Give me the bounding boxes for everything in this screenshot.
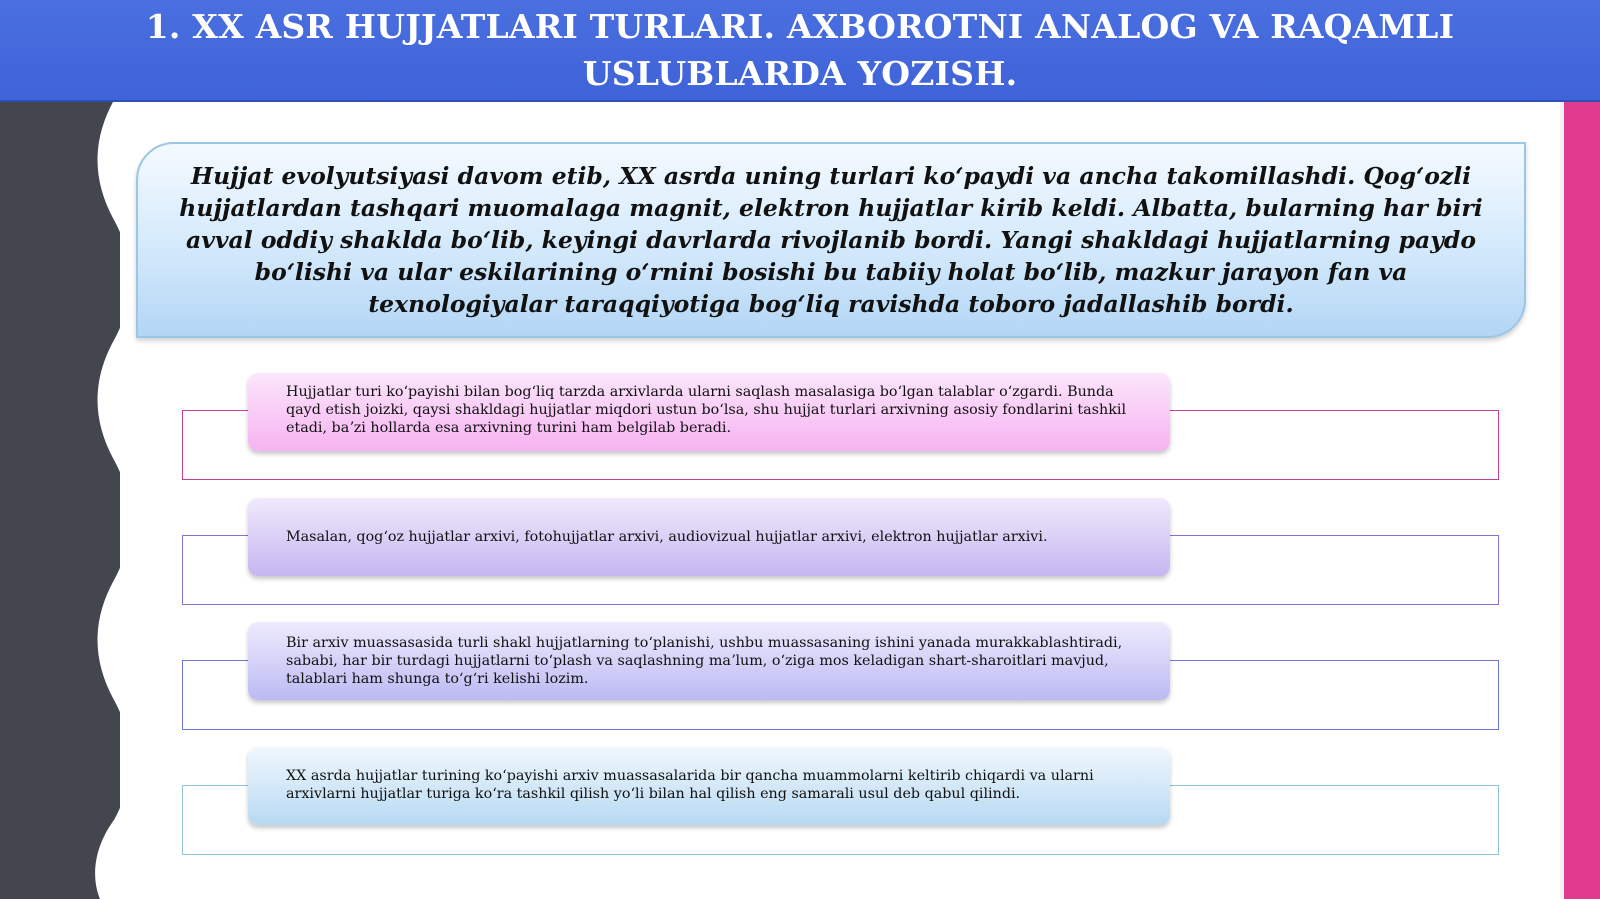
info-card-2 xyxy=(248,498,1170,576)
info-card-4 xyxy=(248,747,1170,825)
info-card-3 xyxy=(248,622,1170,700)
title-bar xyxy=(0,0,1600,102)
info-card-text: XX asrda hujjatlar turining koʻpayishi arxiv muassasalarida bir qancha muammolarni keltirib chiqardi va ularni arxivlarni hujjatlar turiga koʻra tashkil qilish yoʻli bilan hal qilish eng samarali usul deb qabul qilindi. xyxy=(286,768,1094,802)
intro-text: Hujjat evolyutsiyasi davom etib, XX asrda uning turlari koʻpaydi va ancha takomillashdi. Qogʻozli hujjatlardan tashqari muomalaga magnit, elektron hujjatlar kirib keldi. Albatta, bularning har biri avval oddiy shaklda boʻlib, keyingi davrlarda rivojlanib bordi. Yangi shakldagi hujjatlarning paydo boʻlishi va ular eskilarining oʻrnini bosishi bu tabiiy holat boʻlib, mazkur jarayon fan va texnologiyalar taraqqiyotiga bogʻliq ravishda toboro jadallashib bordi. xyxy=(179,162,1483,318)
left-wave-band xyxy=(0,100,120,899)
info-card-1 xyxy=(248,373,1170,451)
right-accent-bar xyxy=(1564,102,1600,899)
info-card-text: Hujjatlar turi koʻpayishi bilan bogʻliq tarzda arxivlarda ularni saqlash masalasiga boʻlgan talablar oʻzgardi. Bunda qayd etish joizki, qaysi shakldagi hujjatlar miqdori ustun boʻlsa, shu hujjat turlari arxivning asosiy fondlarini tashkil etadi, baʼzi hollarda esa arxivning turini ham belgilab beradi. xyxy=(286,384,1127,436)
left-wave-shape xyxy=(0,100,120,899)
info-card-text: Masalan, qogʻoz hujjatlar arxivi, fotohujjatlar arxivi, audiovizual hujjatlar arxivi, elektron hujjatlar arxivi. xyxy=(286,529,1048,545)
slide-title: 1. XX ASR HUJJATLARI TURLARI. AXBOROTNI ANALOG VA RAQAMLI USLUBLARDA YOZISH. xyxy=(145,7,1455,93)
intro-callout xyxy=(136,142,1526,338)
info-card-text: Bir arxiv muassasasida turli shakl hujjatlarning toʻplanishi, ushbu muassasaning ishini yanada murakkablashtiradi, sababi, har bir turdagi hujjatlarni toʻplash va saqlashning maʼlum, oʻziga mos keladigan shart-sharoitlari mavjud, talablari ham shunga toʻgʻri kelishi lozim. xyxy=(286,635,1123,687)
